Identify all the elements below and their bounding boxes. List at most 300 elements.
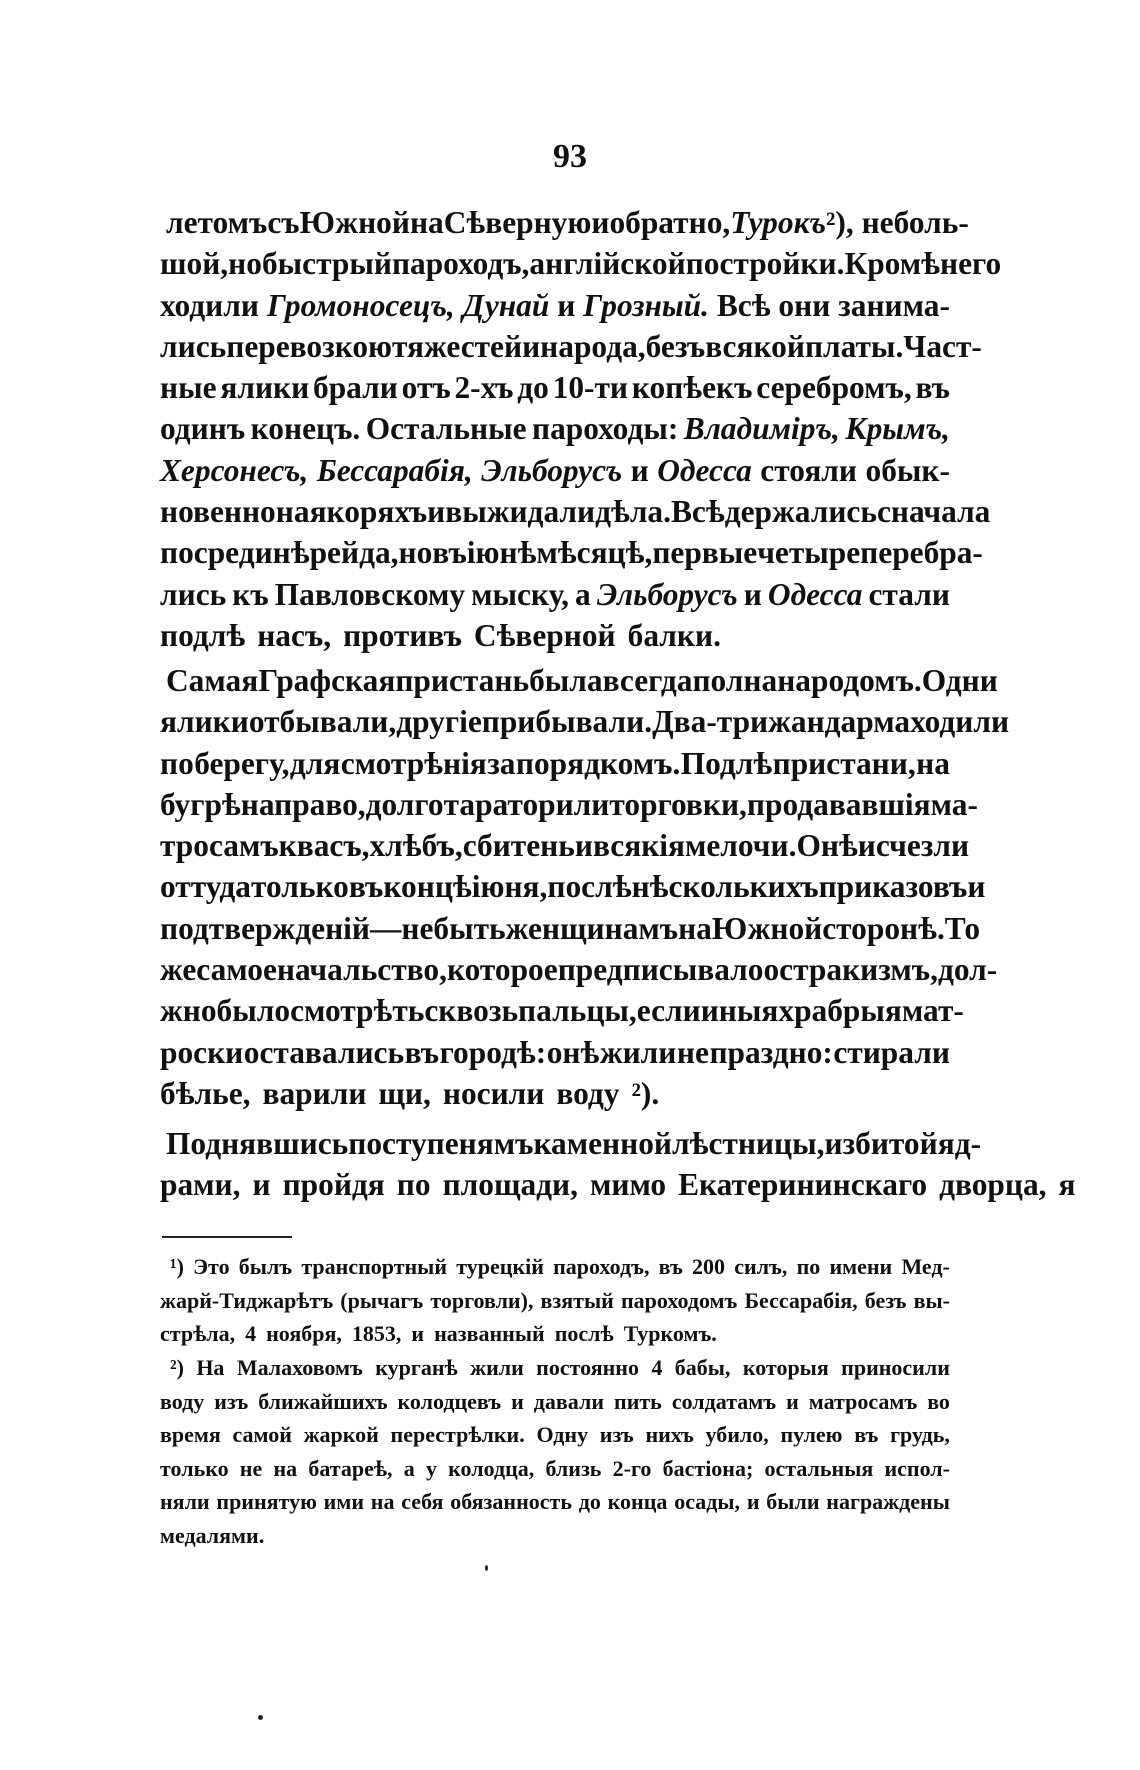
word: Поднявшись	[166, 1126, 349, 1161]
word: Херсонесъ,	[160, 452, 309, 488]
footnote-separator	[162, 1236, 292, 1238]
word: брали	[313, 370, 398, 406]
word: няли	[160, 1489, 210, 1514]
word: грудь,	[890, 1422, 950, 1447]
word: дѣла.	[595, 494, 671, 530]
word: постройки.	[685, 246, 845, 282]
word: воду	[556, 1075, 620, 1111]
word: 2-го	[612, 1455, 652, 1481]
word: отъ	[401, 370, 451, 406]
word: четыре	[757, 535, 861, 571]
word: рами,	[160, 1167, 241, 1203]
word: всякой	[705, 328, 805, 364]
word: ма-	[930, 786, 978, 822]
word: во	[927, 1388, 950, 1414]
word: къ	[232, 576, 269, 612]
word: сторонѣ.	[822, 910, 945, 946]
word: для	[289, 745, 341, 781]
word: изъ	[599, 1422, 634, 1447]
word: мат-	[901, 993, 964, 1029]
word: бастіона;	[662, 1455, 754, 1481]
word: мелочи.	[684, 828, 797, 864]
word: на	[275, 494, 310, 530]
word: пароходъ,	[553, 1254, 650, 1279]
word: мыску,	[471, 576, 569, 612]
word: балки.	[627, 617, 721, 653]
word: быть	[433, 910, 506, 946]
word: были	[766, 1489, 820, 1514]
word: избитой	[824, 1126, 938, 1161]
word: у	[425, 1455, 437, 1481]
footnote-line	[160, 1250, 950, 1284]
word: приказовъ	[818, 869, 968, 905]
word: осады,	[674, 1489, 741, 1514]
word: дол-	[937, 952, 998, 988]
footnote-line	[160, 1284, 950, 1318]
word: квасъ,	[278, 828, 370, 864]
word: направо,	[240, 786, 366, 822]
word: постоянно	[536, 1355, 639, 1380]
word: по	[796, 1254, 821, 1279]
word: іюнѣ	[466, 535, 537, 571]
word: порядкомъ.	[515, 745, 681, 781]
word: одинъ	[160, 411, 246, 447]
word: близь	[545, 1455, 602, 1481]
word: противъ	[343, 617, 462, 653]
word: убило,	[705, 1422, 769, 1447]
word: Одну	[536, 1422, 589, 1447]
word: исчезли	[857, 828, 970, 864]
word: Самая	[166, 663, 259, 698]
word: Графская	[258, 663, 396, 698]
word: другіе	[396, 704, 482, 740]
word: городѣ:	[439, 1034, 547, 1070]
text-line	[160, 408, 950, 449]
word: полна	[692, 663, 778, 698]
word: всегда	[602, 663, 693, 698]
word: мимо	[589, 1167, 667, 1203]
footnote-line	[160, 1452, 950, 1486]
footnote-line	[160, 1351, 950, 1385]
word: первые	[652, 535, 758, 571]
word: варили	[262, 1075, 367, 1111]
word: воду	[160, 1388, 205, 1414]
word: жаркой	[303, 1422, 379, 1447]
word: Сѣверную	[443, 205, 592, 240]
word: Турокъ	[730, 205, 827, 240]
text-line	[160, 784, 978, 825]
word: каменной	[533, 1126, 673, 1161]
word: насъ,	[257, 617, 332, 653]
word: и	[522, 328, 541, 364]
word: которыя	[742, 1355, 829, 1380]
word: копѣекъ	[631, 370, 753, 406]
word: послѣ	[554, 1321, 614, 1346]
page-number: 93	[553, 138, 587, 175]
word: берегу,	[194, 745, 290, 781]
word: подлѣ	[160, 617, 246, 653]
word: Это	[193, 1254, 230, 1279]
word: названный	[434, 1321, 545, 1346]
word: Бессарабія,	[316, 452, 473, 488]
word: женщинамъ	[505, 910, 679, 946]
word: нѣсколькихъ	[631, 869, 819, 905]
word: онѣ	[546, 1034, 600, 1070]
word: за	[487, 745, 516, 781]
word: Громоносецъ,	[266, 287, 455, 323]
word: силъ,	[734, 1254, 788, 1279]
word: Туркомъ.	[623, 1321, 717, 1346]
word: испол-	[884, 1455, 950, 1481]
text-line	[160, 1073, 950, 1114]
word: оттуда	[160, 869, 251, 905]
word: занима-	[838, 287, 950, 323]
word: остракизмъ,	[763, 952, 938, 988]
word: тросамъ	[160, 828, 279, 864]
word: Южной	[299, 205, 410, 240]
word: стали	[868, 576, 950, 612]
text-line	[160, 866, 986, 907]
text-line	[160, 615, 950, 656]
word: былъ	[238, 1254, 293, 1279]
word: и	[591, 205, 610, 240]
word: колодца,	[448, 1455, 535, 1481]
word: самой	[232, 1422, 292, 1447]
text-line	[160, 367, 950, 408]
word: продававшія	[746, 786, 931, 822]
word: пулею	[780, 1422, 843, 1447]
word: концѣ	[383, 869, 472, 905]
word: Грозный.	[583, 287, 709, 323]
word: которое	[446, 952, 558, 988]
word: пристань	[395, 663, 530, 698]
text-line	[160, 1032, 950, 1073]
word: (рычагъ	[340, 1287, 424, 1313]
word: ходили	[160, 287, 259, 323]
word: вы-	[913, 1287, 950, 1313]
word: Бессарабія,	[744, 1287, 858, 1313]
word: обратно,	[609, 205, 731, 240]
word: ими	[323, 1489, 365, 1514]
word: пристани,	[772, 745, 916, 781]
word: тараторили	[443, 786, 610, 822]
word: ¹)	[170, 1254, 184, 1279]
text-line	[160, 202, 969, 243]
word: имени	[829, 1254, 893, 1279]
word: прибывали.	[481, 704, 653, 740]
word: конца	[607, 1489, 668, 1514]
word: ходили	[910, 704, 1010, 740]
word: Эльборусъ	[481, 452, 623, 488]
word: и	[743, 576, 762, 612]
word: жарй-Тиджарѣтъ	[160, 1287, 334, 1313]
word: Два-три	[652, 704, 769, 740]
word: торговки,	[609, 786, 747, 822]
word: въ	[404, 1034, 440, 1070]
word: лись	[160, 576, 227, 612]
word: яд-	[937, 1126, 982, 1161]
word: ялики	[220, 370, 310, 406]
word: они	[778, 287, 831, 323]
word: въ	[915, 370, 950, 406]
word: по	[396, 1167, 431, 1203]
word: пароходъ,	[391, 246, 530, 282]
text-line	[160, 701, 1010, 742]
word: турецкій	[456, 1254, 544, 1279]
word: перебра-	[860, 535, 983, 571]
scan-speck	[485, 1565, 488, 1571]
word: пароходомъ	[620, 1287, 738, 1313]
text-line	[160, 908, 981, 949]
word: ²)	[170, 1355, 184, 1380]
word: Эльборусъ	[596, 576, 738, 612]
word: на	[370, 1489, 395, 1514]
word: же	[160, 952, 197, 988]
word: 4	[245, 1321, 257, 1346]
text-line	[160, 450, 950, 491]
word: пальцы,	[518, 993, 637, 1029]
word: роски	[160, 1034, 244, 1070]
word: быстрый	[261, 246, 392, 282]
text-line	[160, 990, 964, 1031]
word: не	[676, 1034, 709, 1070]
word: пить	[614, 1388, 662, 1414]
word: матросамъ	[808, 1388, 918, 1414]
word: послѣ	[547, 869, 632, 905]
word: и	[252, 1167, 271, 1203]
word: въ	[854, 1422, 879, 1447]
word: лѣстницы,	[672, 1126, 825, 1161]
word: отбывали,	[248, 704, 397, 740]
word: безъ	[864, 1287, 907, 1313]
word: но	[228, 246, 262, 282]
text-line	[160, 825, 970, 866]
footnote-line	[160, 1317, 950, 1351]
text-line	[160, 326, 982, 367]
word: награждены	[826, 1489, 950, 1514]
word: него	[940, 246, 1002, 282]
word: народомъ.	[777, 663, 922, 698]
text-line	[160, 1164, 1076, 1205]
word: но	[398, 535, 433, 571]
word: всякія	[592, 828, 685, 864]
word: давали	[533, 1388, 605, 1414]
word: колодцевъ	[397, 1388, 502, 1414]
word: обязанность	[450, 1489, 572, 1514]
word: Крымъ,	[845, 411, 950, 447]
word: рейда,	[309, 535, 399, 571]
word: бѣлье,	[160, 1075, 251, 1111]
word: 10-ти	[552, 370, 628, 406]
word: и	[427, 494, 446, 530]
word: солдатамъ	[671, 1388, 777, 1414]
word: Мед-	[901, 1254, 950, 1279]
word: —	[370, 910, 402, 946]
word: и	[746, 1489, 760, 1514]
word: Дунай	[462, 287, 550, 323]
word: Кромѣ	[844, 246, 940, 282]
text-line	[160, 285, 950, 326]
word: храбрыя	[778, 993, 902, 1029]
word: дворца,	[939, 1167, 1047, 1203]
word: батареѣ,	[308, 1455, 393, 1481]
word: народа,	[540, 328, 646, 364]
word: и	[511, 1388, 524, 1414]
word: англійской	[529, 246, 686, 282]
word: Всѣ	[716, 287, 771, 323]
word: на	[678, 910, 712, 946]
word: остальныя	[764, 1455, 874, 1481]
word: подтвержденій	[160, 910, 370, 946]
word: долго	[365, 786, 444, 822]
word: жили	[470, 1355, 524, 1380]
paragraph-3	[160, 1123, 1076, 1206]
word: и	[557, 287, 576, 323]
word: перевозкою	[226, 328, 393, 364]
word: щи,	[378, 1075, 431, 1111]
footnote-line	[160, 1485, 950, 1519]
word: самое	[196, 952, 277, 988]
word: на	[409, 205, 444, 240]
word: Част-	[903, 328, 982, 364]
word: якоряхъ	[309, 494, 428, 530]
word: То	[944, 910, 981, 946]
word: пароходы:	[532, 411, 679, 447]
word: Онѣ	[796, 828, 858, 864]
word: медалями.	[160, 1522, 265, 1548]
word: бабы,	[674, 1355, 731, 1380]
word: бугрѣ	[160, 786, 241, 822]
word: начальство,	[276, 952, 447, 988]
word: сбитень	[462, 828, 575, 864]
word: курганѣ	[375, 1355, 458, 1380]
word: іюня,	[471, 869, 548, 905]
word: сквозь	[424, 993, 519, 1029]
word: ближайшихъ	[258, 1388, 388, 1414]
word: Екатерининскаго	[678, 1167, 928, 1203]
word: пройдя	[282, 1167, 385, 1203]
word: я	[1058, 1167, 1076, 1203]
word: посрединѣ	[160, 535, 310, 571]
word: Остальные	[365, 411, 527, 447]
word: 4	[651, 1355, 663, 1380]
text-line	[160, 491, 991, 532]
word: и	[967, 869, 986, 905]
word: и	[411, 1321, 425, 1346]
word: носили	[442, 1075, 545, 1111]
word: 200	[692, 1254, 726, 1279]
word: тяжестей	[392, 328, 523, 364]
word: было	[216, 993, 291, 1029]
text-line	[160, 532, 983, 573]
word: 2-хъ	[454, 370, 514, 406]
word: перестрѣлки.	[390, 1422, 525, 1447]
word: изъ	[214, 1388, 249, 1414]
word: сначала	[876, 494, 991, 530]
word: въ	[658, 1254, 683, 1279]
word: Всѣ	[670, 494, 725, 530]
word: летомъ	[166, 205, 268, 240]
word: принятую	[216, 1489, 317, 1514]
word: нихъ	[645, 1422, 694, 1447]
word: жно	[160, 993, 217, 1029]
word: по	[348, 1126, 383, 1161]
word: только	[251, 869, 349, 905]
paragraph-2	[160, 660, 1010, 1114]
word: не	[401, 910, 434, 946]
word: иныя	[700, 993, 779, 1029]
word: и	[786, 1388, 799, 1414]
word: съ	[267, 205, 300, 240]
word: время	[160, 1422, 221, 1447]
word: ²), неболь-	[826, 205, 969, 240]
word: Одесса	[657, 452, 752, 488]
word: а	[575, 576, 591, 612]
word: На	[196, 1355, 225, 1380]
footnote-line	[160, 1385, 950, 1419]
word: и	[574, 828, 593, 864]
word: безъ	[645, 328, 706, 364]
word: Южной	[711, 910, 823, 946]
word: въ	[432, 535, 467, 571]
word: стояли	[760, 452, 857, 488]
word: а	[403, 1455, 415, 1481]
word: смотрѣть	[290, 993, 425, 1029]
text-line	[160, 660, 998, 701]
word: на	[273, 1455, 298, 1481]
word: была	[529, 663, 603, 698]
word: мѣсяцѣ,	[536, 535, 653, 571]
word: держались	[724, 494, 877, 530]
word: конецъ.	[250, 411, 361, 447]
word: праздно:	[709, 1034, 833, 1070]
word: Одесса	[767, 576, 863, 612]
word: 1853,	[351, 1321, 402, 1346]
text-line	[160, 1123, 982, 1164]
word: на	[916, 745, 950, 781]
text-line	[160, 243, 1002, 284]
word: въ	[348, 869, 384, 905]
word: лись	[160, 328, 227, 364]
word: предписывало	[557, 952, 764, 988]
word: Павловскому	[274, 576, 466, 612]
word: ноября,	[266, 1321, 342, 1346]
word: до	[517, 370, 549, 406]
word: ные	[160, 370, 217, 406]
word: взятый	[540, 1287, 614, 1313]
word: хлѣбъ,	[369, 828, 463, 864]
text-line	[160, 574, 950, 615]
word: стрѣла,	[160, 1321, 236, 1346]
word: Малаховомъ	[236, 1355, 363, 1380]
word: Подлѣ	[680, 745, 773, 781]
footnote-line	[160, 1519, 950, 1553]
word: новенно	[160, 494, 276, 530]
text-line	[160, 743, 950, 784]
word: шой,	[160, 246, 229, 282]
footnote-1	[160, 1250, 950, 1351]
word: только	[160, 1455, 229, 1481]
word: ступенямъ	[382, 1126, 534, 1161]
footnote-2	[160, 1351, 950, 1552]
word: торговли),	[430, 1287, 534, 1313]
word: до	[578, 1489, 601, 1514]
word: не	[239, 1455, 263, 1481]
word: серебромъ,	[756, 370, 912, 406]
word: приносили	[841, 1355, 950, 1380]
word: жандарма	[768, 704, 911, 740]
word: по	[160, 745, 194, 781]
